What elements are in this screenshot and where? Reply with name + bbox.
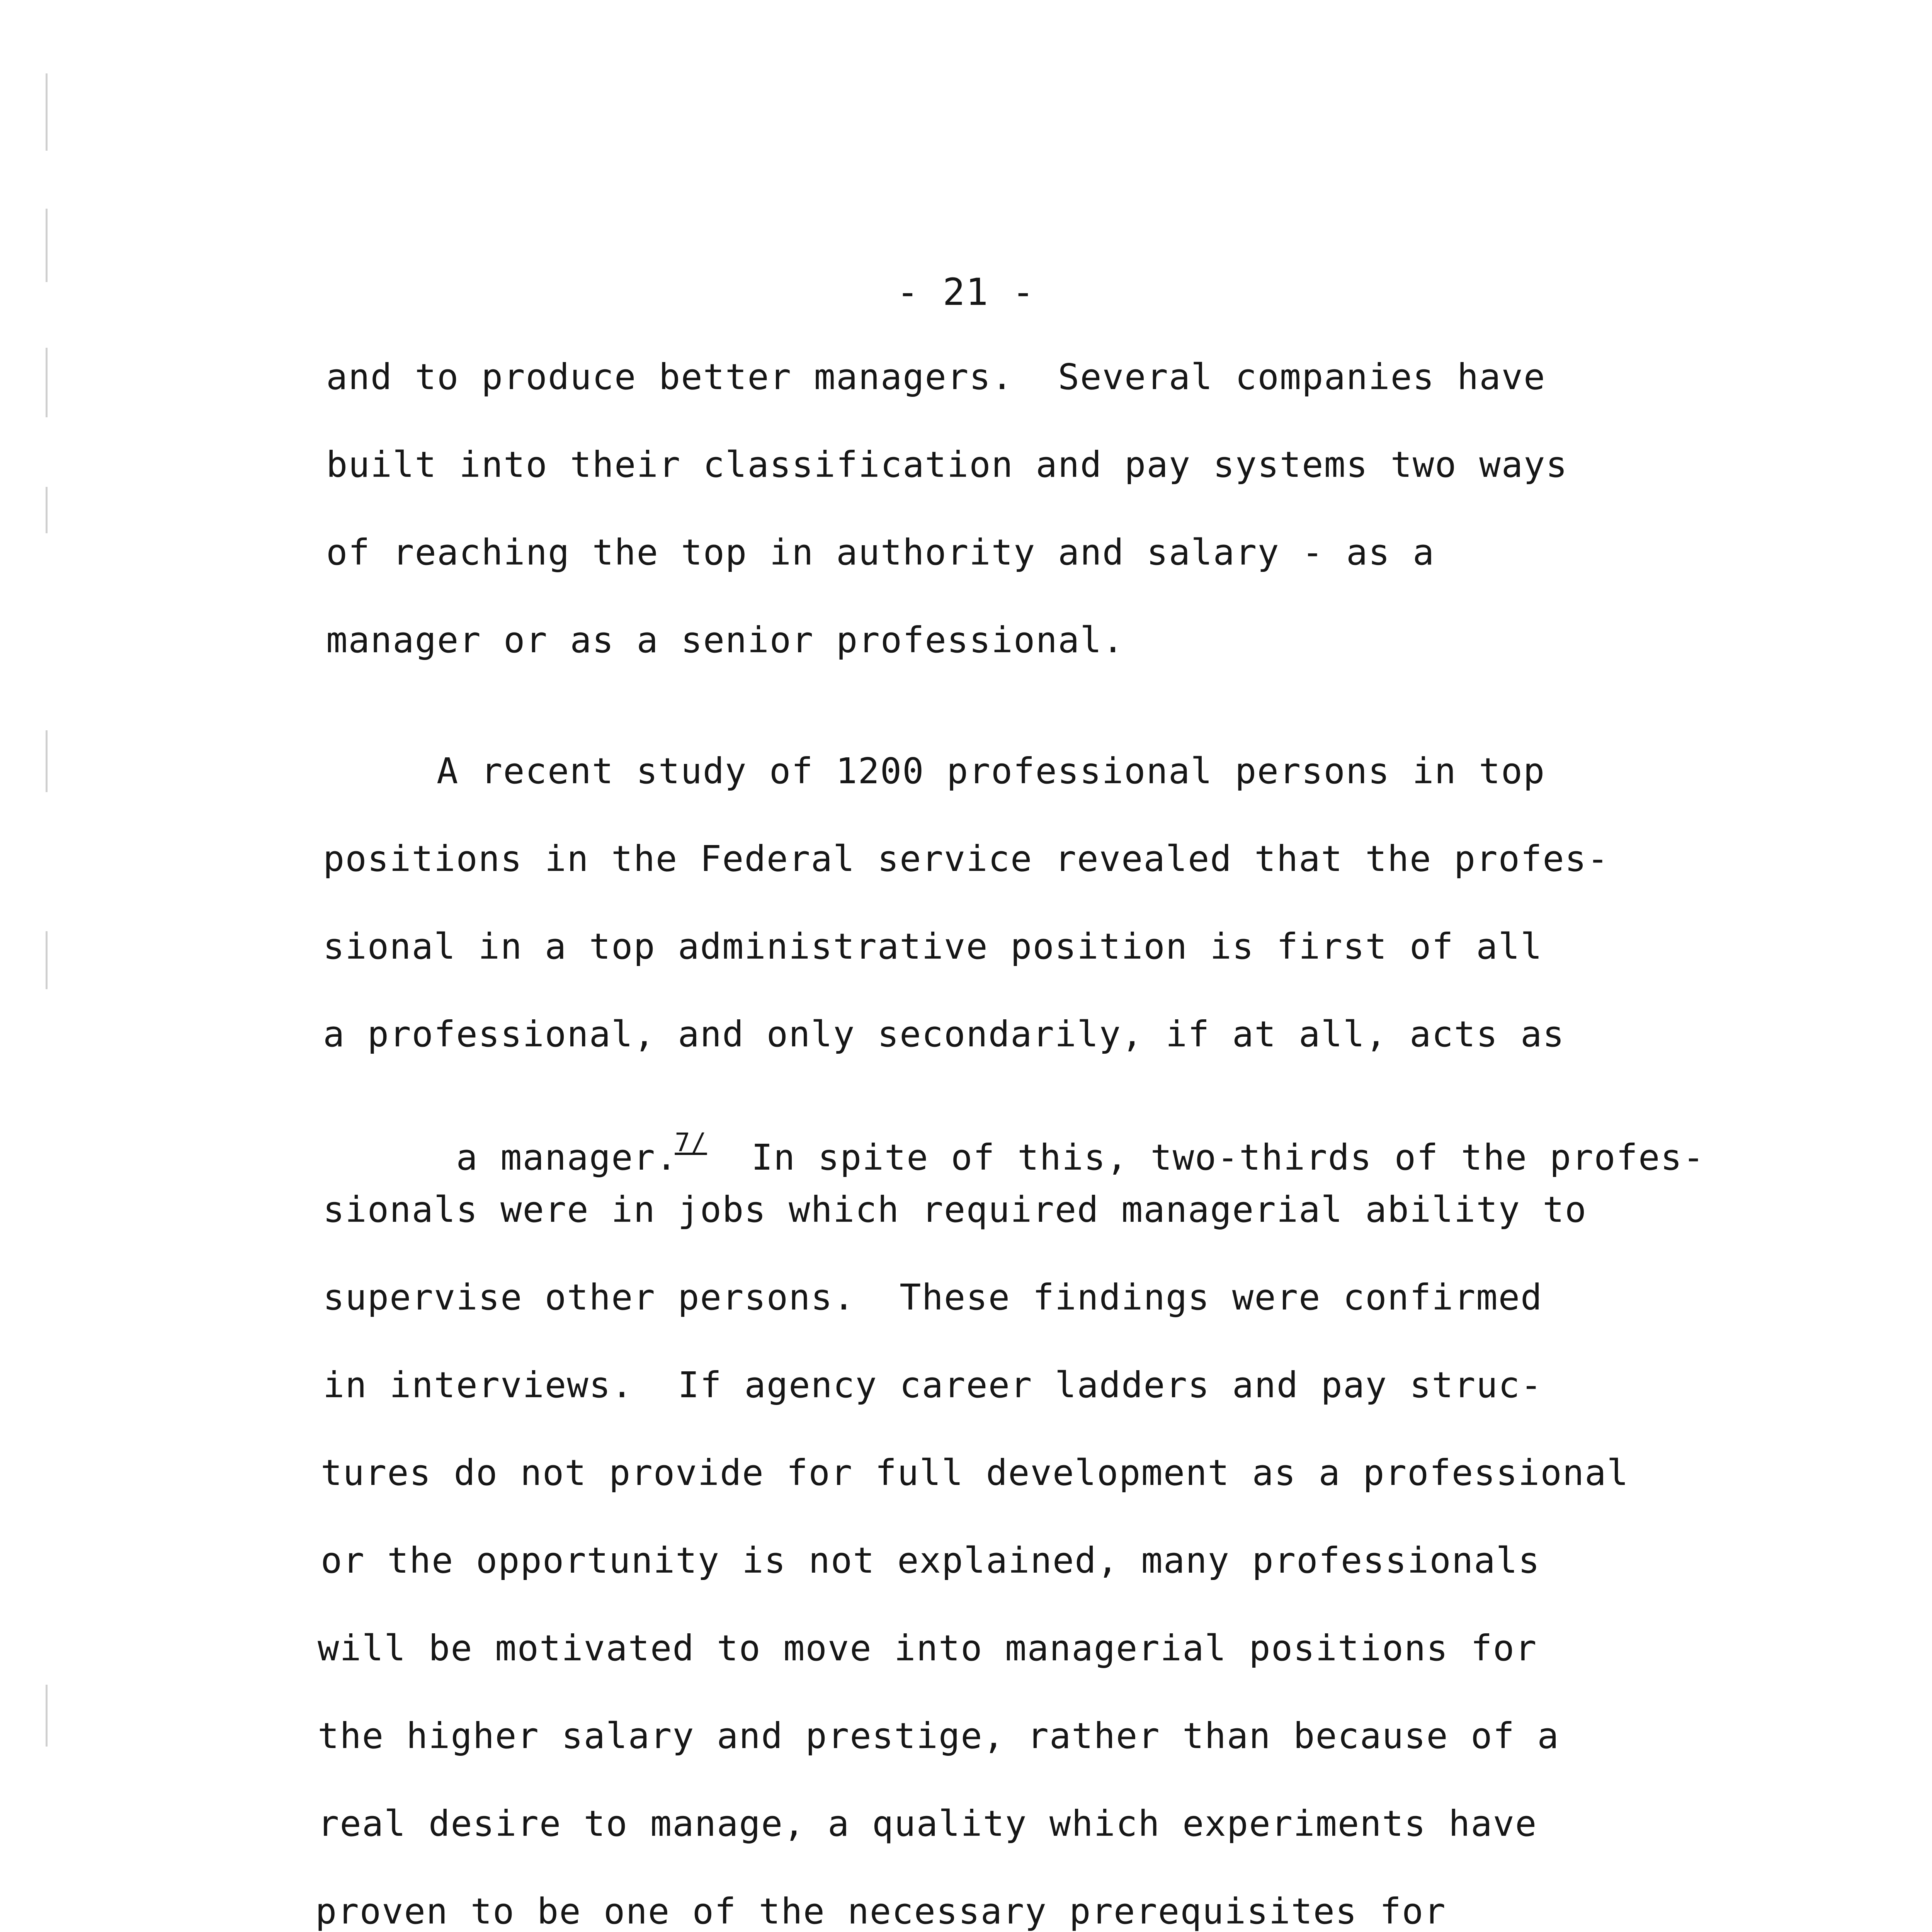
text-line: a professional, and only secondarily, if at all, acts as	[323, 1014, 1565, 1055]
scan-mark	[46, 931, 48, 989]
text-line: supervise other persons. These findings were confirmed	[323, 1277, 1543, 1318]
text-line: of reaching the top in authority and salary - as a	[326, 532, 1435, 573]
text-line: sionals were in jobs which required managerial ability to	[323, 1189, 1587, 1230]
text-line: sional in a top administrative position is first of all	[323, 926, 1543, 967]
text-segment: In spite of this, two-thirds of the profes-	[707, 1137, 1705, 1178]
scan-mark	[46, 1685, 48, 1747]
scan-mark	[46, 348, 48, 417]
scan-mark	[46, 73, 48, 151]
text-line: will be motivated to move into managerial positions for	[318, 1628, 1537, 1669]
scan-mark	[46, 487, 48, 533]
scan-mark	[46, 209, 48, 282]
text-line: the higher salary and prestige, rather than because of a	[318, 1715, 1560, 1757]
text-line: tures do not provide for full development as a professional	[321, 1452, 1629, 1493]
text-line: and to produce better managers. Several companies have	[326, 356, 1546, 398]
text-line: positions in the Federal service revealed that the profes-	[323, 838, 1609, 879]
text-line: or the opportunity is not explained, many professionals	[321, 1540, 1541, 1581]
footnote-ref-7: 7/	[675, 1128, 707, 1157]
text-segment: a manager.	[456, 1137, 678, 1178]
page-number: - 21 -	[896, 270, 1035, 314]
text-line: proven to be one of the necessary prerequisites for	[315, 1891, 1446, 1932]
text-line: A recent study of 1200 professional persons in top	[437, 750, 1546, 792]
text-line: manager or as a senior professional.	[326, 619, 1124, 661]
text-line: built into their classification and pay systems two ways	[326, 444, 1568, 485]
text-line: in interviews. If agency career ladders and pay struc-	[323, 1364, 1543, 1406]
text-line: real desire to manage, a quality which experiments have	[318, 1803, 1537, 1844]
scan-mark	[46, 730, 48, 792]
